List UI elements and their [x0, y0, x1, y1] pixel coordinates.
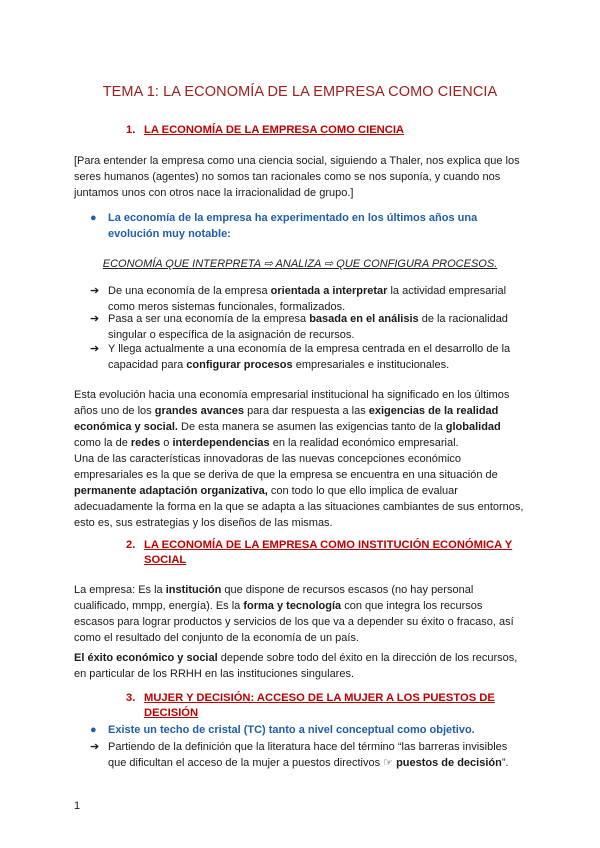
intro-paragraph: [Para entender la empresa como una ciencia social, siguiendo a Thaler, nos explica que los seres humanos (agentes) no somos tan racionales como se nos suponía, y cuando nos juntamos unos con otros nace la irracionalidad de grupo.] — [74, 155, 520, 199]
arrow-item-2: ➔ Pasa a ser una economía de la empresa basada en el análisis de la racionalidad singular o específica de la asignación de recursos. — [90, 313, 508, 341]
bullet-dot-icon: ● — [90, 724, 97, 736]
section-1-heading: 1. LA ECONOMÍA DE LA EMPRESA COMO CIENCIA — [126, 124, 405, 136]
arrow-right-icon: ➔ — [90, 741, 100, 753]
arrow-item-1: ➔ De una economía de la empresa orientada a interpretar la actividad empresarial como meros sistemas funcionales, formalizados. — [90, 285, 507, 313]
process-line: ECONOMÍA QUE INTERPRETA ⇨ ANALIZA ⇨ QUE CONFIGURA PROCESOS. — [102, 258, 498, 270]
paragraph-company: La empresa: Es la institución que dispone de recursos escasos (no hay personal cualificado, mmpp, energía). Es la forma y tecnología con que integra los recursos escasos para lograr productos y servicios de los que va a depender su éxito o fracaso, así como el resultado del conjunto de la economía de un país. — [74, 584, 514, 644]
paragraph-evolution: Esta evolución hacia una economía empresarial institucional ha significado en los últimos años uno de los grandes avances para dar respuesta a las exigencias de la realidad económica y social. De esta manera se asumen las exigencias tanto de la globalidad como la de redes o interdependencias en la realidad económico empresarial. — [74, 389, 510, 449]
paragraph-success: El éxito económico y social depende sobre todo del éxito en la dirección de los recursos, en particular de los RRHH en las instituciones singulares. — [74, 652, 518, 680]
arrow-right-icon: ➔ — [90, 313, 100, 325]
bullet-glass-ceiling: ● Existe un techo de cristal (TC) tanto a nivel conceptual como objetivo. — [90, 724, 475, 736]
bullet-evolution: ● La economía de la empresa ha experimentado en los últimos años una evolución muy notable: — [90, 212, 478, 240]
section-3-heading: 3. MUJER Y DECISIÓN: ACCESO DE LA MUJER A LOS PUESTOS DE DECISIÓN — [126, 692, 495, 719]
section-2-heading: 2. LA ECONOMÍA DE LA EMPRESA COMO INSTITUCIÓN ECONÓMICA Y SOCIAL — [126, 539, 513, 566]
arrow-right-icon: ➔ — [90, 343, 100, 355]
paragraph-characteristics: Una de las características innovadoras de las nuevas concepciones económico empresariales es la que se deriva de que la empresa se encuentra en una situación de permanente adaptación organizativa, con todo lo que ello implica de evaluar adecuadamente la forma en la que se adapta a las situaciones cambiantes de sus entornos, esto es, sus estrategias y los diseños de las mismas. — [74, 453, 524, 529]
arrow-item-4: ➔ Partiendo de la definición que la literatura hace del término “las barreras invisibles que dificultan el acceso de la mujer a puestos directivos ☞ puestos de decisión”. — [90, 741, 509, 769]
page-number: 1 — [74, 800, 81, 812]
arrow-right-icon: ➔ — [90, 285, 100, 297]
arrow-item-3: ➔ Y llega actualmente a una economía de la empresa centrada en el desarrollo de la capacidad para configurar procesos empresariales e institucionales. — [90, 343, 511, 371]
document-title: TEMA 1: LA ECONOMÍA DE LA EMPRESA COMO CIENCIA — [102, 84, 498, 100]
bullet-dot-icon: ● — [90, 212, 97, 224]
